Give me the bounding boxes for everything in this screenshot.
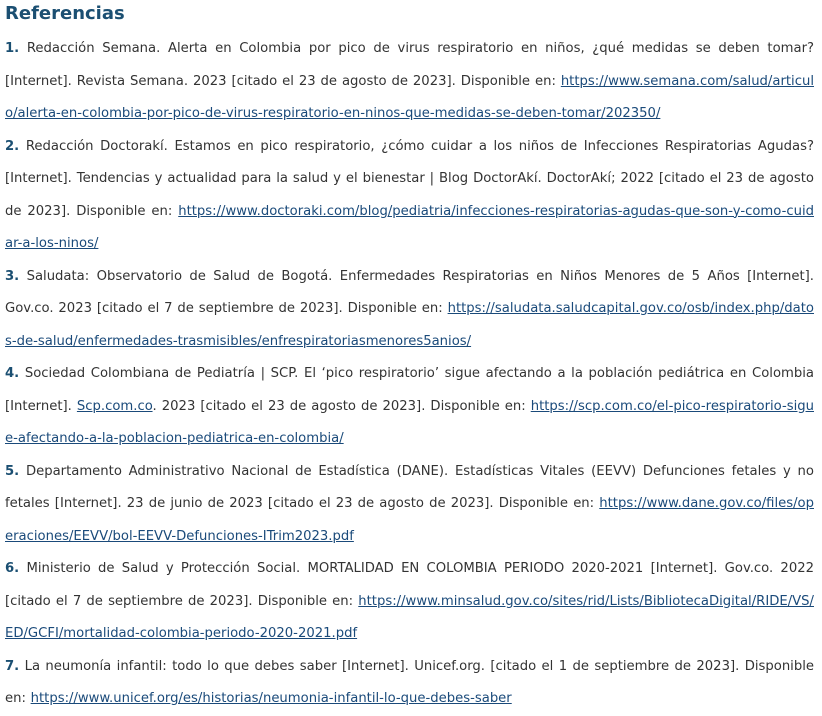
- reference-item-5: [5, 456, 814, 554]
- reference-number: 2.: [5, 138, 20, 154]
- reference-number: 7.: [5, 658, 20, 674]
- references-list: [5, 33, 814, 716]
- reference-text: Saludata: Observatorio de Salud de Bogotá. Enfermedades Respiratorias en Niños Menores de 5 Años [Internet]. Gov.co. 2023 [citado el 7 de septiembre de 2023]. Disponible en:: [5, 268, 814, 316]
- reference-item-4: [5, 358, 814, 456]
- reference-link[interactable]: https://www.semana.com/salud/articulo/alerta-en-colombia-por-pico-de-virus-respiratorio-en-ninos-que-medidas-se-deben-tomar/202350/: [5, 73, 814, 121]
- reference-item-6: [5, 553, 814, 651]
- reference-item-1: [5, 33, 814, 131]
- reference-link[interactable]: https://www.unicef.org/es/historias/neumonia-infantil-lo-que-debes-saber: [30, 691, 512, 706]
- reference-text: Redacción Doctorakí. Estamos en pico respiratorio, ¿cómo cuidar a los niños de Infecciones Respiratorias Agudas? [Internet]. Tendencias y actualidad para la salud y el bienestar | Blog DoctorAkí. DoctorAkí; 2022 [citado el 23 de agosto de 2023]. Disponible en:: [5, 138, 814, 219]
- reference-number: 4.: [5, 366, 20, 381]
- reference-link[interactable]: https://saludata.saludcapital.gov.co/osb/index.php/datos-de-salud/enfermedades-trasmisibles/enfrespiratoriasmenores5anios/: [5, 301, 814, 349]
- reference-item-2: [5, 131, 814, 261]
- reference-link[interactable]: https://scp.com.co/el-pico-respiratorio-sigue-afectando-a-la-poblacion-pediatrica-en-colombia/: [5, 398, 814, 446]
- references-heading: Referencias: [5, 3, 125, 24]
- reference-item-3: [5, 261, 814, 359]
- reference-link[interactable]: https://www.doctoraki.com/blog/pediatria/infecciones-respiratorias-agudas-que-son-y-como-cuidar-a-los-ninos/: [5, 203, 814, 251]
- reference-text: La neumonía infantil: todo lo que debes saber [Internet]. Unicef.org. [citado el 1 de septiembre de 2023]. Disponible en:: [5, 658, 814, 706]
- reference-text: Redacción Semana. Alerta en Colombia por pico de virus respiratorio en niños, ¿qué medidas se deben tomar? [Internet]. Revista Semana. 2023 [citado el 23 de agosto de 2023]. Disponible en:: [5, 41, 814, 89]
- reference-text: Ministerio de Salud y Protección Social. MORTALIDAD EN COLOMBIA PERIODO 2020-2021 [Internet]. Gov.co. 2022 [citado el 7 de septiembre de 2023]. Disponible en:: [5, 561, 814, 609]
- reference-inline-link[interactable]: Scp.com.co: [76, 398, 153, 414]
- reference-number: 6.: [5, 561, 20, 576]
- reference-number: 3.: [5, 268, 20, 284]
- reference-link[interactable]: https://www.minsalud.gov.co/sites/rid/Lists/BibliotecaDigital/RIDE/VS/ED/GCFI/mortalidad-colombia-periodo-2020-2021.pdf: [5, 593, 814, 641]
- reference-text: Departamento Administrativo Nacional de Estadística (DANE). Estadísticas Vitales (EEVV) Defunciones fetales y no fetales [Internet]. 23 de junio de 2023 [citado el 23 de agosto de 2023]. Disponible en:: [5, 463, 814, 511]
- reference-number: 5.: [5, 463, 20, 479]
- reference-item-7: [5, 651, 814, 716]
- reference-number: 1.: [5, 41, 20, 56]
- reference-text-before-link: Sociedad Colombiana de Pediatría | SCP. El ‘pico respiratorio’ sigue afectando a la población pediátrica en Colombia [Internet].: [5, 366, 814, 414]
- reference-text: . 2023 [citado el 23 de agosto de 2023]. Disponible en:: [152, 398, 526, 414]
- reference-link[interactable]: https://www.dane.gov.co/files/operaciones/EEVV/bol-EEVV-Defunciones-ITrim2023.pdf: [5, 496, 814, 544]
